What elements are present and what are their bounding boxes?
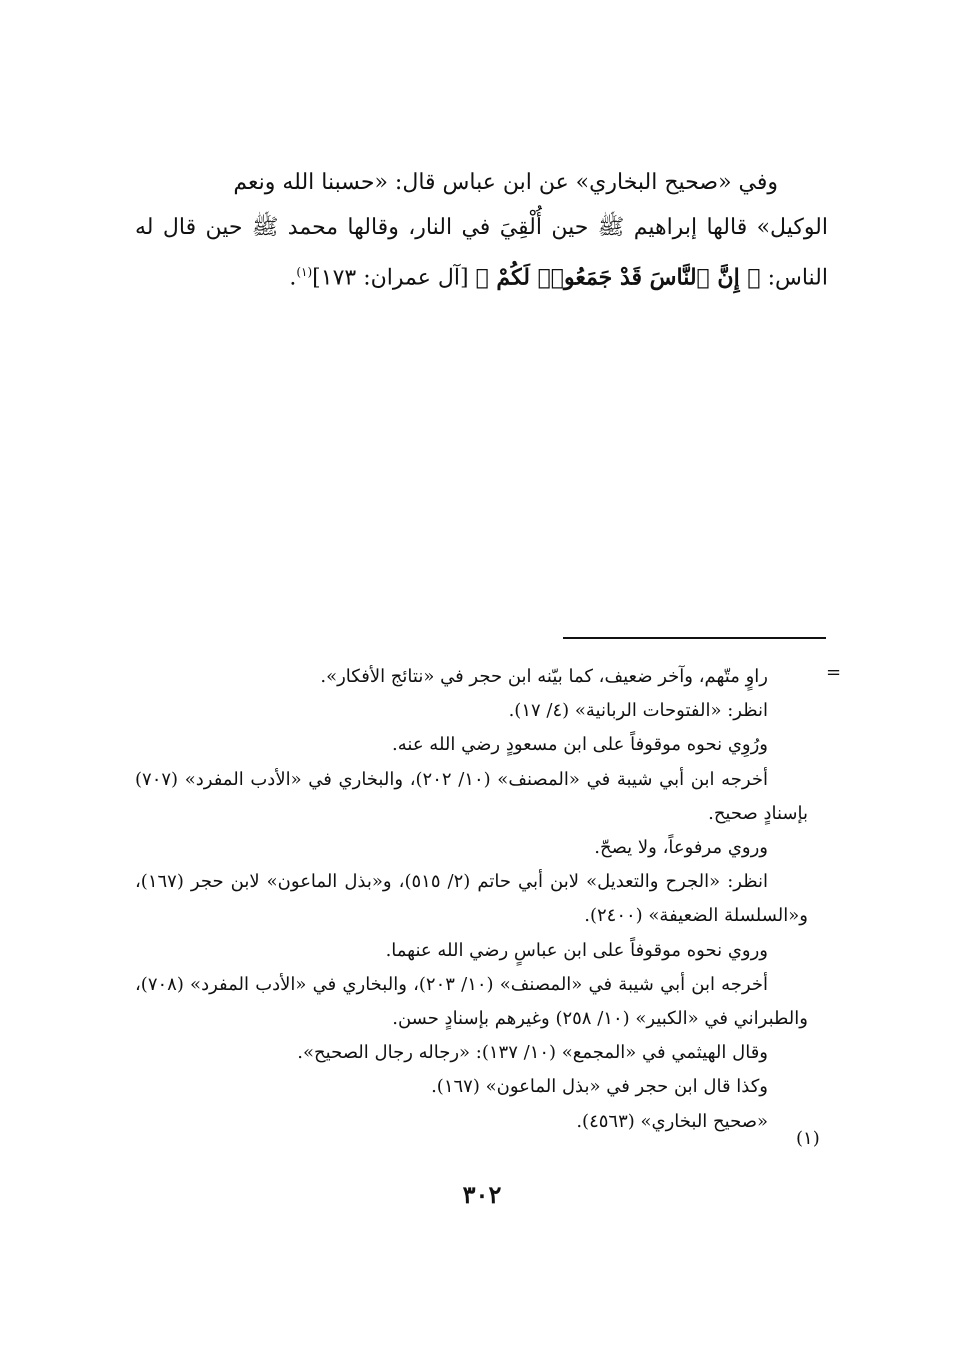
footnote-mark: (١): [296, 265, 313, 279]
verse-reference: [آل عمران: ١٧٣]: [312, 265, 469, 291]
footnotes: [135, 660, 808, 1139]
page-number: ٣٠٢: [462, 1180, 502, 1209]
footnote-line: وكذا قال ابن حجر في «بذل الماعون» (١٦٧).: [431, 1076, 768, 1098]
footnote-line: وقال الهيثمي في «المجمع» (١٠/ ١٣٧): «رجاله رجال الصحيح».: [297, 1042, 768, 1064]
footnote-separator: [563, 637, 826, 639]
footnote-line: راوٍ متّهم، وآخر ضعيف، كما بيّنه ابن حجر في «نتائج الأفكار».: [320, 666, 768, 687]
footnote-line: ورُوِي نحوه موقوفاً على ابن مسعودٍ رضي الله عنه.: [392, 734, 768, 756]
main-line-2: الوكيل» قالها إبراهيم ﷺ حين أُلْقِيَ في النار، وقالها محمد ﷺ حين قال: [162, 215, 829, 240]
footnote-continuation-marker: =: [826, 662, 842, 683]
footnote-number: (١): [796, 1128, 820, 1149]
main-line-3: له الناس:: [135, 215, 828, 291]
main-paragraph: [135, 160, 828, 300]
footnote-line: «صحيح البخاري» (٤٥٦٣).: [576, 1110, 768, 1132]
footnote-line: وروي نحوه موقوفاً على ابن عباسٍ رضي الله عنهما.: [385, 939, 768, 961]
footnote-line: وروي مرفوعاً، ولا يصحّ.: [594, 837, 768, 859]
footnote-line: انظر: «الجرح والتعديل» لابن أبي حاتم (٢/ ٥١٥)، و«بذل الماعون» لابن حجر (١٦٧)، و«السلسلة الضعيفة» (٢٤٠٠).: [135, 871, 808, 927]
footnote-line: أخرجه ابن أبي شيبة في «المصنف» (١٠/ ٢٠٢)، والبخاري في «الأدب المفرد» (٧٠٧) بإسنادٍ صحيح.: [135, 768, 808, 824]
footnote-line: انظر: «الفتوحات الربانية» (٤/ ١٧).: [508, 700, 768, 722]
end-punct: .: [289, 265, 297, 291]
main-line-1: وفي «صحيح البخاري» عن ابن عباس قال: «حسبنا الله ونعم: [233, 170, 778, 195]
footnote-line: أخرجه ابن أبي شيبة في «المصنف» (١٠/ ٢٠٣)، والبخاري في «الأدب المفرد» (٧٠٨)، والطبراني في «الكبير» (١٠/ ٢٥٨) وغيرهم بإسنادٍ حسن.: [135, 973, 808, 1030]
quran-verse: ﴿ إِنَّ ٱلنَّاسَ قَدْ جَمَعُوا۟ لَكُمْ ﴾: [475, 264, 761, 291]
